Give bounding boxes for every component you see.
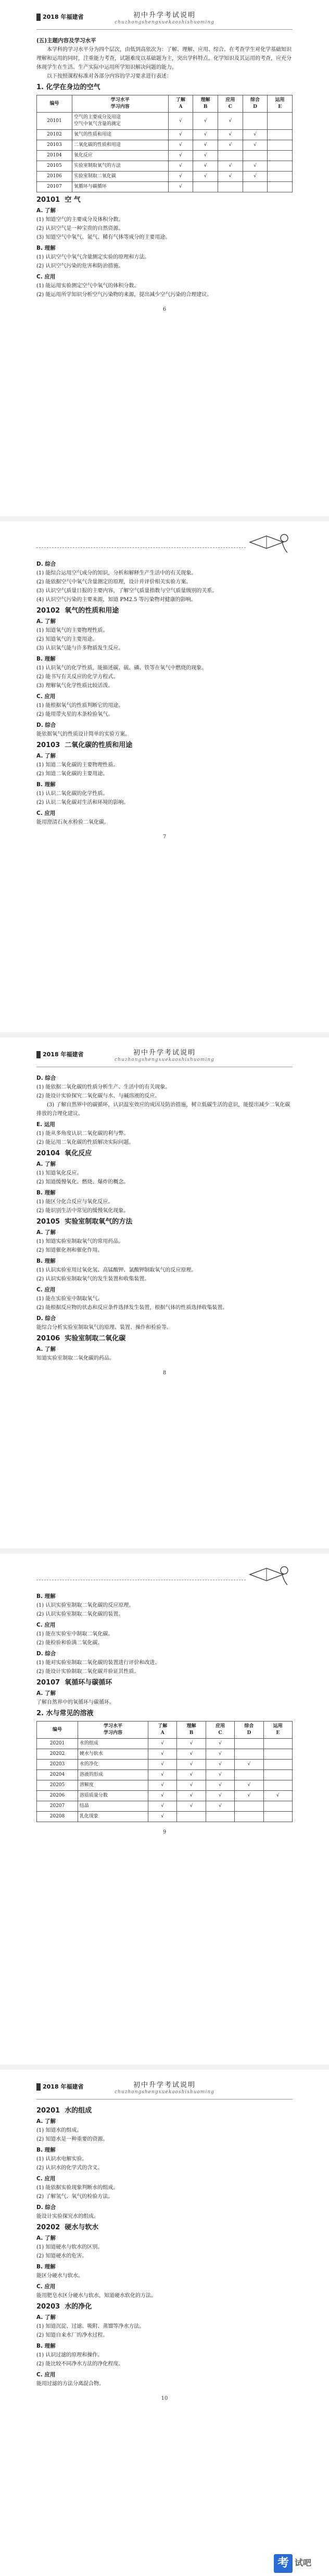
level-heading: A. 了解 <box>36 1161 56 1167</box>
table-cell <box>206 1812 234 1822</box>
table-cell <box>268 140 293 151</box>
table-cell: √ <box>168 172 193 182</box>
table-cell: √ <box>177 1749 206 1760</box>
table-cell: 溶解度 <box>78 1780 148 1791</box>
text-line: 能依据氧气的性质设计简单的实验方案。 <box>36 731 130 737</box>
text-line: (2) 能用带火星的木条检验氧气。 <box>36 712 113 717</box>
table-cell: √ <box>193 161 218 172</box>
table-cell <box>235 1801 263 1812</box>
table-header-cell: 学习水平 学习内容 <box>72 95 168 113</box>
page-10 <box>0 2070 329 2576</box>
level-heading: C. 应用 <box>36 2284 56 2290</box>
table-header-cell: 应用 C <box>218 95 243 113</box>
section-heading: 1. 化学在身边的空气 <box>36 83 100 91</box>
table-cell: 20104 <box>37 151 72 161</box>
text-line: (1) 能对实验室制取二氧化碳的装置进行评价和改进。 <box>36 1660 160 1666</box>
page-6 <box>0 0 329 516</box>
table-cell: 20107 <box>37 182 72 192</box>
text-line: (1) 知道实验室制取氧气的常用药品。 <box>36 1239 124 1244</box>
text-line: (3) 知道空气中氧气、氮气、稀有气体等成分的主要用途。 <box>36 235 171 240</box>
text-line: (4) 认识空气污染的主要来源，知道 PM2.5 等污染物对健康的影响。 <box>36 597 196 603</box>
text-line: (2) 认识实验室制取氧气的发生装置和收集装置。 <box>36 1276 150 1282</box>
table-header-cell: 理解 B <box>193 95 218 113</box>
level-heading: C. 应用 <box>36 1622 56 1628</box>
book-cartoon-icon <box>246 1559 293 1588</box>
table-cell <box>268 182 293 192</box>
table-cell: √ <box>193 140 218 151</box>
table-cell: 实验室制取氧气的方法 <box>72 161 168 172</box>
table-cell <box>235 1812 263 1822</box>
table-cell: √ <box>148 1791 177 1801</box>
content-block <box>36 1592 293 1718</box>
table-cell: 20205 <box>37 1780 78 1791</box>
text-line: (1) 认识实验室用过氧化氢、高锰酸钾、氯酸钾制取氧气的反应原理。 <box>36 1267 197 1273</box>
level-heading: A. 了解 <box>36 207 56 214</box>
section-heading: 20201 水的组成 <box>36 2107 92 2115</box>
text-line: (2) 能设计实验探究二氧化碳与水、与碱溶液的反应。 <box>36 1093 160 1099</box>
content-block <box>36 560 293 827</box>
text-line: (1) 认识水电解实验。 <box>36 2156 87 2162</box>
table-cell: √ <box>263 1791 292 1801</box>
page-9 <box>0 1554 329 2065</box>
level-heading: A. 了解 <box>36 2235 56 2241</box>
table-cell: √ <box>177 1780 206 1791</box>
text-line: (1) 能依据实验现象判断水的组成。 <box>36 2185 119 2191</box>
table-cell: √ <box>148 1739 177 1749</box>
text-line: (2) 认识空气污染的危害和防治措施。 <box>36 263 124 269</box>
table-cell: √ <box>218 172 243 182</box>
text-line: (2) 知道水是一种重要的资源。 <box>36 2137 108 2142</box>
table-row <box>37 1780 293 1791</box>
table-cell: √ <box>148 1749 177 1760</box>
table-cell: 乳化现象 <box>78 1812 148 1822</box>
text-line: (2) 知道氧气的主要用途。 <box>36 637 98 642</box>
text-line: (1) 能综合运用空气成分的知识，分析和解释生产生活中的有关现象。 <box>36 570 197 576</box>
header-pinyin: chuzhongshengxuekaoshishuoming <box>115 2090 214 2095</box>
text-line: (1) 知道二氧化碳的主要物理性质。 <box>36 762 119 768</box>
page-header <box>36 2075 293 2104</box>
content-block <box>36 1074 293 1363</box>
table-cell <box>268 130 293 140</box>
table-cell: 水的净化 <box>78 1760 148 1770</box>
text-line: (2) 认识实验室制取二氧化碳的装置。 <box>36 1611 124 1617</box>
year-label: 2018 年福建省 <box>43 1051 84 1058</box>
header-title: 初中升学考试说明 <box>133 11 196 19</box>
table-cell: √ <box>206 1780 234 1791</box>
level-heading: (五)主题内容及学习水平 <box>36 38 96 44</box>
table-cell: √ <box>193 172 218 182</box>
header-pinyin: chuzhongshengxuekaoshishuoming <box>115 20 214 25</box>
page-header <box>36 5 293 34</box>
table-header-cell: 编号 <box>37 1722 78 1739</box>
table-row <box>37 1739 293 1749</box>
page-number: 8 <box>162 1370 167 1376</box>
text-line: 本学科的学习水平分为四个层次，由低到高依次为：了解、理解、应用、综合。在考查学生对化学基础知识理解和运用的同时，注重能力考查，试题难度以基础题为主，突出学科特点。化学知识及其运用的考查，应充分体现学生在生活、生产实际中运用所学知识解决问题的能力。 <box>36 47 292 70</box>
text-line: (2) 知道自来水厂的净水过程。 <box>36 2333 108 2338</box>
table-cell: √ <box>148 1760 177 1770</box>
table-cell: √ <box>168 151 193 161</box>
table-cell: √ <box>235 1780 263 1791</box>
text-line: (2) 知道二氧化碳的主要用途。 <box>36 771 108 777</box>
table-cell <box>268 113 293 130</box>
table-cell: 硬水与软水 <box>78 1749 148 1760</box>
table-cell: √ <box>177 1791 206 1801</box>
text-line: (1) 能从多角度认识二氧化碳的利与弊。 <box>36 1131 129 1137</box>
section-heading: 2. 水与常见的溶液 <box>36 1710 94 1717</box>
table-header-cell: 运用 E <box>263 1722 292 1739</box>
table-row <box>37 140 293 151</box>
text-line: (2) 认识空气是一种宝贵的自然资源。 <box>36 226 124 231</box>
page-decoration <box>36 527 293 558</box>
text-line: 能用澄清石灰水检验二氧化碳。 <box>36 820 109 825</box>
table-cell <box>268 161 293 172</box>
table-cell <box>263 1770 292 1780</box>
page-separator <box>0 2065 329 2070</box>
content-table <box>36 95 293 192</box>
text-line: 能用肥皂水区分硬水与软水，知道硬水软化的方法。 <box>36 2293 156 2299</box>
level-heading: A. 了解 <box>36 2314 56 2321</box>
level-heading: C. 应用 <box>36 693 56 700</box>
level-heading: B. 理解 <box>36 2264 56 2270</box>
level-heading: B. 理解 <box>36 2147 56 2153</box>
text-line: (2) 能运用二氧化碳的性质解决实际问题。 <box>36 1140 134 1145</box>
level-heading: A. 了解 <box>36 1346 56 1352</box>
table-cell: √ <box>243 130 268 140</box>
header-title: 初中升学考试说明 <box>133 2081 196 2089</box>
text-line: 能设计实验探究水的组成。 <box>36 2214 99 2219</box>
text-line: (2) 能书写有关反应的化学方程式。 <box>36 674 119 680</box>
level-heading: D. 综合 <box>36 1651 56 1657</box>
table-row <box>37 1770 293 1780</box>
text-line: (3) 理解氧气化学性质比较活泼。 <box>36 683 113 689</box>
table-cell <box>263 1812 292 1822</box>
level-heading: E. 运用 <box>36 1121 55 1128</box>
table-row <box>37 1760 293 1770</box>
watermark-logo <box>274 2554 326 2573</box>
table-row <box>37 1791 293 1801</box>
text-line: 能用过滤的方法分离混合物。 <box>36 2381 104 2387</box>
table-cell: 水的组成 <box>78 1739 148 1749</box>
section-heading: 20104 氧化反应 <box>36 1150 92 1157</box>
text-line: (3) 认识空气质量日报的主要内容，了解空气质量指数与空气质量级别的关系。 <box>36 588 218 594</box>
table-cell: √ <box>235 1760 263 1770</box>
table-cell: √ <box>193 130 218 140</box>
text-line: (2) 能识别生活中常见的缓慢氧化现象。 <box>36 1208 129 1214</box>
page-separator <box>0 1548 329 1554</box>
section-heading: 20203 水的净化 <box>36 2303 92 2311</box>
table-row <box>37 161 293 172</box>
table-cell <box>263 1739 292 1749</box>
text-line: (3) 了解自然界中的碳循环，认识温室效应的成因及防治措施，树立低碳生活的意识，能提出减少二氧化碳排放的合理化建议。 <box>36 1102 290 1117</box>
text-line: (1) 知道氧气的主要物理性质。 <box>36 628 108 633</box>
table-cell <box>235 1749 263 1760</box>
table-cell: √ <box>206 1801 234 1812</box>
table-cell: 氧化反应 <box>72 151 168 161</box>
page-separator <box>0 1032 329 1037</box>
text-line: (2) 能依据空气中氧气含量测定的原理，设计并评价相关实验方案。 <box>36 579 192 585</box>
level-heading: B. 理解 <box>36 656 56 662</box>
table-cell <box>263 1749 292 1760</box>
level-heading: B. 理解 <box>36 245 56 251</box>
text-line: (3) 认识氧气能与许多物质发生反应。 <box>36 645 124 651</box>
table-cell <box>193 182 218 192</box>
level-heading: D. 综合 <box>36 1315 56 1322</box>
table-row <box>37 130 293 140</box>
level-heading: C. 应用 <box>36 2372 56 2378</box>
level-heading: C. 应用 <box>36 274 56 280</box>
text-line: (2) 能设计实验制取二氧化碳并验证其性质。 <box>36 1669 140 1675</box>
section-heading: 20101 空 气 <box>36 196 81 204</box>
text-line: (1) 能根据氧气的性质判断它的用途。 <box>36 703 124 709</box>
table-cell: √ <box>177 1801 206 1812</box>
table-cell: √ <box>218 161 243 172</box>
table-header-cell: 应用 C <box>206 1722 234 1739</box>
text-line: (2) 了解氢气、氧气的检验方法。 <box>36 2194 113 2200</box>
page-7 <box>0 521 329 1032</box>
table-cell <box>235 1770 263 1780</box>
level-heading: A. 了解 <box>36 753 56 759</box>
level-heading: D. 综合 <box>36 1075 56 1081</box>
table-cell: 20204 <box>37 1770 78 1780</box>
table-cell <box>243 113 268 130</box>
text-line: (2) 能比较不同净水方法的净化程度。 <box>36 2361 124 2367</box>
section-heading: 20202 硬水与软水 <box>36 2224 99 2231</box>
level-heading: A. 了解 <box>36 1690 56 1696</box>
table-header-row <box>37 1722 293 1739</box>
table-cell <box>268 151 293 161</box>
level-heading: C. 应用 <box>36 810 56 816</box>
level-heading: D. 综合 <box>36 561 56 567</box>
text-line: 以下按照课程标准对各部分内容的学习要求进行表述： <box>47 74 172 79</box>
table-cell: √ <box>193 151 218 161</box>
table-cell: √ <box>206 1770 234 1780</box>
table-row <box>37 1801 293 1812</box>
level-heading: B. 理解 <box>36 2343 56 2349</box>
table-header-cell: 了解 A <box>168 95 193 113</box>
text-line: (2) 知道缓慢氧化、燃烧、爆炸的概念。 <box>36 1179 129 1185</box>
section-heading: 20103 二氧化碳的性质和用途 <box>36 741 133 749</box>
table-cell: 溶质质量分数 <box>78 1791 148 1801</box>
level-heading: B. 理解 <box>36 1593 56 1600</box>
text-line: (2) 能运用所学知识分析空气污染物的来源，提出减少空气污染的合理建议。 <box>36 292 212 298</box>
table-header-cell: 综合 D <box>235 1722 263 1739</box>
table-header-cell: 理解 B <box>177 1722 206 1739</box>
text-line: (1) 能区分化合反应与氧化反应。 <box>36 1199 113 1205</box>
content-block <box>36 36 293 92</box>
table-cell <box>263 1780 292 1791</box>
page-number: 6 <box>162 307 167 312</box>
watermark-text: 试吧 <box>295 2558 312 2568</box>
table-cell: √ <box>177 1770 206 1780</box>
text-line: (1) 认识过滤的原理和操作。 <box>36 2352 103 2358</box>
level-heading: A. 了解 <box>36 2118 56 2125</box>
header-title: 初中升学考试说明 <box>133 1049 196 1057</box>
section-heading: 20107 氧循环与碳循环 <box>36 1679 112 1687</box>
table-cell <box>218 151 243 161</box>
header-divider <box>36 29 293 30</box>
table-cell: 20105 <box>37 161 72 172</box>
text-line: (1) 知道水的组成。 <box>36 2128 82 2133</box>
text-line: (1) 能运用实验测定空气中氧气的体积分数。 <box>36 283 140 289</box>
text-line: (2) 认识二氧化碳对生活和环境的影响。 <box>36 800 129 805</box>
text-line: 能区分硬水与软水。 <box>36 2273 83 2279</box>
content-block <box>36 2106 293 2388</box>
table-header-cell: 综合 D <box>243 95 268 113</box>
page-header <box>36 1043 293 1072</box>
level-heading: D. 综合 <box>36 2204 56 2211</box>
text-line: (1) 知道空气的主要成分及体积分数。 <box>36 217 124 223</box>
level-heading: B. 理解 <box>36 1190 56 1196</box>
level-heading: A. 了解 <box>36 618 56 625</box>
table-cell: √ <box>243 161 268 172</box>
table-cell: 20103 <box>37 140 72 151</box>
table-cell: 20206 <box>37 1791 78 1801</box>
level-heading: A. 了解 <box>36 1229 56 1236</box>
table-cell: 氧循环与碳循环 <box>72 182 168 192</box>
table-cell: 20208 <box>37 1812 78 1822</box>
table-row <box>37 151 293 161</box>
table-row <box>37 182 293 192</box>
text-line: (2) 知道硬水的危害。 <box>36 2253 87 2259</box>
page-number: 9 <box>162 1829 167 1835</box>
page-8 <box>0 1037 329 1548</box>
table-cell <box>218 182 243 192</box>
book-cartoon-icon <box>246 527 293 556</box>
text-line: 了解自然界中的氧循环与碳循环。 <box>36 1700 115 1705</box>
section-heading: 20105 实验室制取氧气的方法 <box>36 1218 133 1226</box>
table-cell <box>268 172 293 182</box>
table-cell: √ <box>218 140 243 151</box>
table-cell <box>177 1812 206 1822</box>
page-number: 7 <box>162 834 167 840</box>
table-cell: 20203 <box>37 1760 78 1770</box>
text-line: (1) 能依据二氧化碳的性质分析生产、生活中的有关现象。 <box>36 1084 171 1090</box>
table-cell: 20207 <box>37 1801 78 1812</box>
table-cell: √ <box>177 1760 206 1770</box>
table-cell: √ <box>206 1791 234 1801</box>
text-line: (1) 认识实验室制取二氧化碳的反应原理。 <box>36 1603 134 1608</box>
header-pinyin: chuzhongshengxuekaoshishuoming <box>115 1057 214 1063</box>
table-cell: √ <box>243 140 268 151</box>
text-line: 知道实验室制取二氧化碳的药品。 <box>36 1356 115 1361</box>
table-cell <box>263 1760 292 1770</box>
text-line: (1) 认识空气中氧气含量测定实验的原理和方法。 <box>36 254 150 260</box>
content-block <box>36 196 293 299</box>
section-heading: 20106 实验室制取二氧化碳 <box>36 1335 126 1342</box>
table-cell: √ <box>168 113 193 130</box>
table-cell: √ <box>193 113 218 130</box>
table-cell: √ <box>206 1749 234 1760</box>
table-cell: 结晶 <box>78 1801 148 1812</box>
content-table <box>36 1721 293 1822</box>
table-cell <box>263 1801 292 1812</box>
level-heading: C. 应用 <box>36 2176 56 2182</box>
text-line: (2) 认识水的化学式的含义。 <box>36 2165 103 2171</box>
text-line: (2) 能根据反应物的状态和反应条件选择发生装置，根据气体的性质选择收集装置。 <box>36 1305 228 1311</box>
table-cell: √ <box>168 182 193 192</box>
text-line: (1) 知道氧化反应。 <box>36 1170 82 1176</box>
text-line: (1) 认识二氧化碳的化学性质。 <box>36 791 108 797</box>
table-cell: √ <box>218 130 243 140</box>
text-line: (1) 认识氧气的化学性质，能描述碳、硫、磷、铁等在氧气中燃烧的现象。 <box>36 665 207 671</box>
table-header-cell: 编号 <box>37 95 72 113</box>
text-line: (2) 能检验和验满二氧化碳。 <box>36 1640 103 1646</box>
text-line: (1) 能在实验室中制取二氧化碳。 <box>36 1631 113 1637</box>
table-header-cell: 学习水平 学习内容 <box>78 1722 148 1739</box>
table-cell: √ <box>177 1739 206 1749</box>
table-cell: 20201 <box>37 1739 78 1749</box>
year-label: 2018 年福建省 <box>43 14 84 20</box>
table-cell: √ <box>168 130 193 140</box>
table-cell: √ <box>168 140 193 151</box>
page-decoration <box>36 1559 293 1590</box>
text-line: (1) 能在实验室中制取氧气。 <box>36 1296 103 1302</box>
table-cell: √ <box>243 172 268 182</box>
table-cell: √ <box>148 1812 177 1822</box>
table-row <box>37 1749 293 1760</box>
table-cell: √ <box>148 1801 177 1812</box>
text-line: (2) 知道催化剂和催化作用。 <box>36 1248 103 1253</box>
level-heading: C. 应用 <box>36 1287 56 1293</box>
table-header-cell: 运用 E <box>268 95 293 113</box>
table-cell <box>243 151 268 161</box>
table-cell: 氧气的性质和用途 <box>72 130 168 140</box>
table-row <box>37 172 293 182</box>
year-label: 2018 年福建省 <box>43 2083 84 2090</box>
table-cell: 空气的主要成分及用途 空气中氧气含量的测定 <box>72 113 168 130</box>
table-cell: √ <box>218 113 243 130</box>
watermark-badge: 考 <box>274 2554 293 2573</box>
table-cell: 溶液的形成 <box>78 1770 148 1780</box>
level-heading: B. 理解 <box>36 782 56 788</box>
page-separator <box>0 516 329 521</box>
text-line: (1) 知道硬水与软水的区别。 <box>36 2244 103 2250</box>
text-line: 能综合分析实验室制取氧气的原理、装置、操作和检验等。 <box>36 1325 172 1330</box>
text-line: (1) 知道沉淀、过滤、吸附、蒸馏等净水方法。 <box>36 2324 145 2329</box>
table-row <box>37 113 293 130</box>
table-cell: √ <box>148 1770 177 1780</box>
table-cell: 实验室制取二氧化碳 <box>72 172 168 182</box>
level-heading: B. 理解 <box>36 1258 56 1264</box>
table-cell <box>235 1739 263 1749</box>
table-cell: 20102 <box>37 130 72 140</box>
table-cell: 20106 <box>37 172 72 182</box>
table-cell: 20101 <box>37 113 72 130</box>
level-heading: D. 综合 <box>36 722 56 728</box>
table-header-cell: 了解 A <box>148 1722 177 1739</box>
table-row <box>37 1812 293 1822</box>
table-cell: √ <box>235 1791 263 1801</box>
section-heading: 20102 氧气的性质和用途 <box>36 607 119 615</box>
table-cell <box>243 182 268 192</box>
table-cell: √ <box>206 1760 234 1770</box>
table-cell: √ <box>148 1780 177 1791</box>
table-header-row <box>37 95 293 113</box>
table-cell: √ <box>206 1739 234 1749</box>
table-cell: 二氧化碳的性质和用途 <box>72 140 168 151</box>
page-number: 10 <box>161 2396 168 2401</box>
table-cell: √ <box>168 161 193 172</box>
table-cell: 20202 <box>37 1749 78 1760</box>
